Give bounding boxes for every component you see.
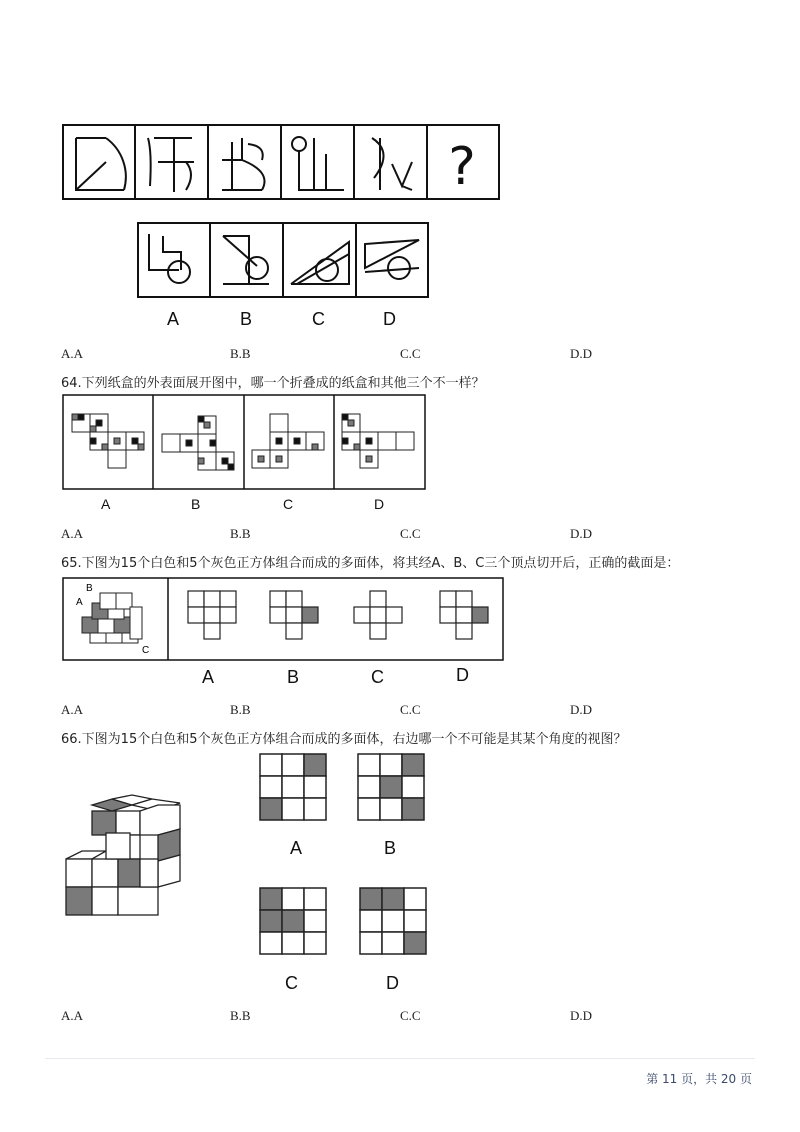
q65-choice-label: D: [456, 665, 469, 685]
q64-question: 64.下列纸盒的外表面展开图中，哪一个折叠成的纸盒和其他三个不一样？: [61, 376, 485, 391]
vertex-label-c: C: [142, 645, 150, 656]
q66-polyhedron-figure: [62, 795, 186, 919]
q65-question: 65.下图为15个白色和5个灰色正方体组合而成的多面体，将其经A、B、C三个顶点切开后，正确的截面是：: [61, 556, 680, 571]
q63-choice-label: C: [312, 309, 325, 329]
q63-choice-label: B: [240, 309, 253, 329]
q64-choice-label: A: [101, 496, 111, 512]
q65-choice-label: C: [371, 667, 384, 687]
q65-figure: [62, 577, 504, 661]
option-c[interactable]: C.C: [400, 1008, 421, 1023]
option-c[interactable]: C.C: [400, 346, 421, 361]
q66-question: 66.下图为15个白色和5个灰色正方体组合而成的多面体，右边哪一个不可能是其某个角度的视图？: [61, 732, 627, 747]
option-c[interactable]: C.C: [400, 702, 421, 717]
option-a[interactable]: A.A: [61, 702, 84, 717]
q66-choice-label: D: [386, 973, 399, 993]
q65-choice-label: B: [287, 667, 300, 687]
option-b[interactable]: B.B: [230, 526, 251, 541]
q66-choice-label: A: [290, 838, 303, 858]
q64-nets-figure: [62, 394, 426, 490]
option-d[interactable]: D.D: [570, 346, 593, 361]
q63-sequence-figure: [62, 124, 500, 200]
q63-choices-figure: [137, 222, 429, 298]
option-a[interactable]: A.A: [61, 1008, 84, 1023]
footer-divider: [45, 1058, 755, 1059]
question-mark-symbol: ?: [448, 137, 476, 197]
q66-choice-label: B: [384, 838, 397, 858]
q63-choice-label: A: [167, 309, 180, 329]
q64-choice-label: D: [374, 496, 385, 512]
option-a[interactable]: A.A: [61, 346, 84, 361]
option-b[interactable]: B.B: [230, 702, 251, 717]
option-d[interactable]: D.D: [570, 702, 593, 717]
q63-choice-label: D: [383, 309, 396, 329]
q66-choice-label: C: [285, 973, 298, 993]
vertex-label-b: B: [86, 583, 93, 594]
q66-views-figure: [258, 752, 430, 958]
vertex-label-a: A: [76, 597, 83, 608]
option-d[interactable]: D.D: [570, 526, 593, 541]
q64-choice-label: B: [191, 496, 201, 512]
option-b[interactable]: B.B: [230, 1008, 251, 1023]
q65-choice-label: A: [202, 667, 215, 687]
option-d[interactable]: D.D: [570, 1008, 593, 1023]
q64-choice-label: C: [283, 496, 294, 512]
option-c[interactable]: C.C: [400, 526, 421, 541]
page-number: 第 11 页，共 20 页: [646, 1072, 752, 1086]
option-a[interactable]: A.A: [61, 526, 84, 541]
option-b[interactable]: B.B: [230, 346, 251, 361]
